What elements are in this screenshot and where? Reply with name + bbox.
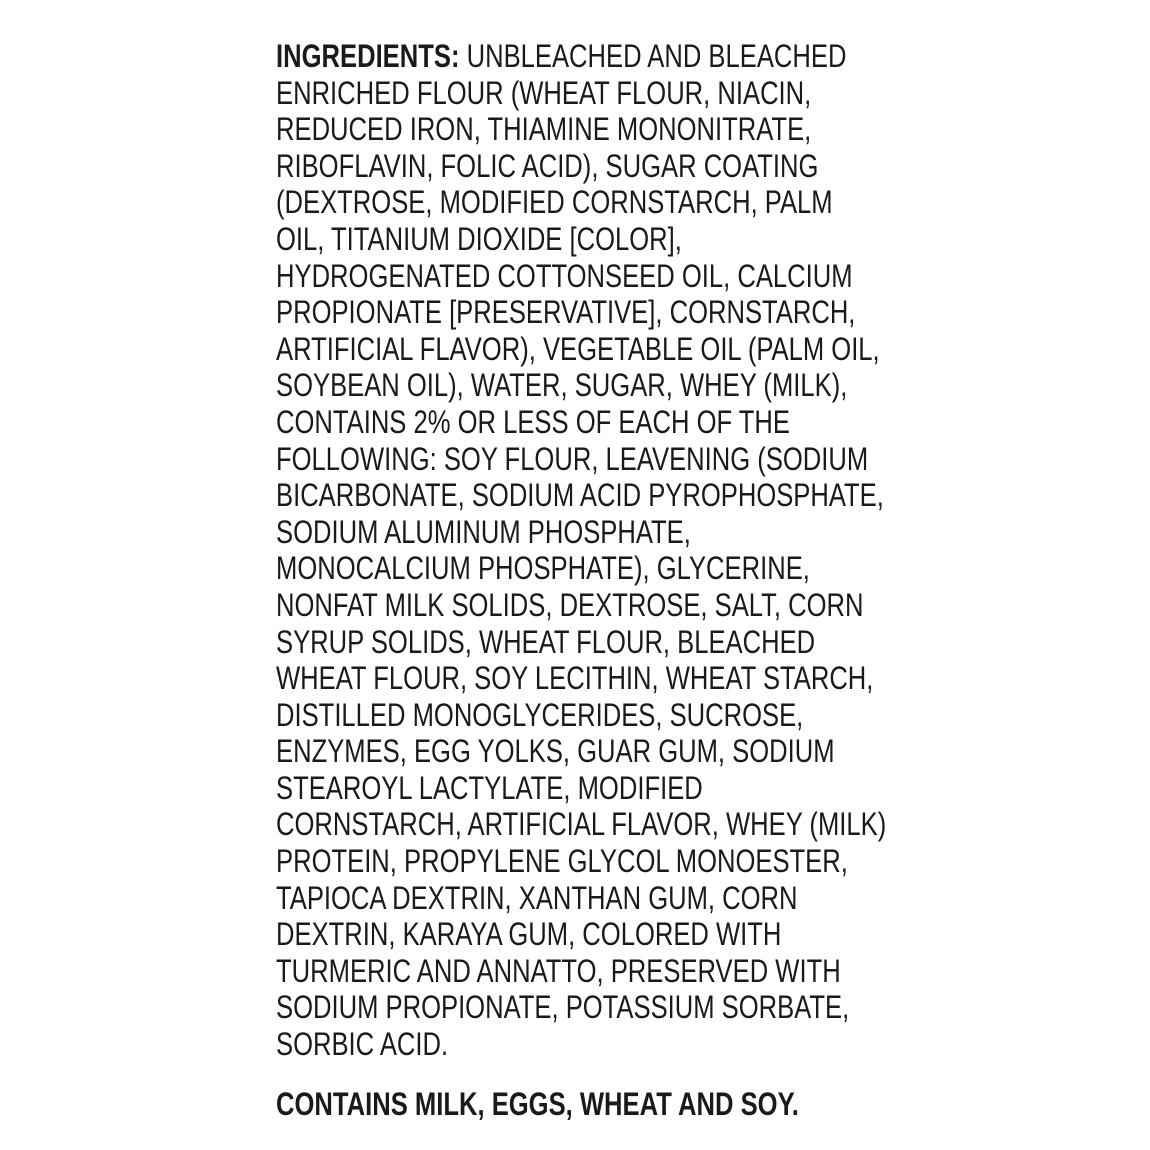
ingredients-line: DEXTRIN, KARAYA GUM, COLORED WITH — [276, 916, 782, 953]
ingredients-line: CORNSTARCH, ARTIFICIAL FLAVOR, WHEY (MILK) — [276, 806, 887, 843]
ingredients-line: (DEXTROSE, MODIFIED CORNSTARCH, PALM — [276, 184, 833, 221]
ingredients-line: TAPIOCA DEXTRIN, XANTHAN GUM, CORN — [276, 879, 798, 916]
ingredients-line: RIBOFLAVIN, FOLIC ACID), SUGAR COATING — [276, 147, 819, 184]
ingredients-line: TURMERIC AND ANNATTO, PRESERVED WITH — [276, 952, 841, 989]
ingredients-line: ENZYMES, EGG YOLKS, GUAR GUM, SODIUM — [276, 733, 835, 770]
ingredients-line: CONTAINS 2% OR LESS OF EACH OF THE — [276, 403, 790, 440]
ingredients-line: SODIUM PROPIONATE, POTASSIUM SORBATE, — [276, 989, 850, 1026]
ingredients-line: PROTEIN, PROPYLENE GLYCOL MONOESTER, — [276, 843, 848, 880]
ingredients-line: HYDROGENATED COTTONSEED OIL, CALCIUM — [276, 257, 853, 294]
ingredients-heading: INGREDIENTS: — [276, 38, 460, 74]
ingredients-line: ENRICHED FLOUR (WHEAT FLOUR, NIACIN, — [276, 74, 812, 111]
ingredients-line: SODIUM ALUMINUM PHOSPHATE, — [276, 513, 691, 550]
ingredients-line: FOLLOWING: SOY FLOUR, LEAVENING (SODIUM — [276, 440, 869, 477]
ingredients-line: STEAROYL LACTYLATE, MODIFIED — [276, 769, 703, 806]
ingredients-line: REDUCED IRON, THIAMINE MONONITRATE, — [276, 111, 812, 148]
ingredients-first-line-text: UNBLEACHED AND BLEACHED — [459, 38, 847, 74]
ingredients-line: WHEAT FLOUR, SOY LECITHIN, WHEAT STARCH, — [276, 660, 874, 697]
ingredients-line: BICARBONATE, SODIUM ACID PYROPHOSPHATE, — [276, 477, 884, 514]
ingredients-line: OIL, TITANIUM DIOXIDE [COLOR], — [276, 220, 682, 257]
ingredients-line-1 — [276, 38, 847, 75]
ingredients-line: SYRUP SOLIDS, WHEAT FLOUR, BLEACHED — [276, 623, 816, 660]
ingredients-line: PROPIONATE [PRESERVATIVE], CORNSTARCH, — [276, 294, 856, 331]
allergen-statement: CONTAINS MILK, EGGS, WHEAT AND SOY. — [276, 1086, 799, 1122]
ingredients-line: MONOCALCIUM PHOSPHATE), GLYCERINE, — [276, 550, 810, 587]
ingredients-line: SOYBEAN OIL), WATER, SUGAR, WHEY (MILK), — [276, 367, 848, 404]
ingredients-line: SORBIC ACID. — [276, 1026, 449, 1063]
ingredients-line: NONFAT MILK SOLIDS, DEXTROSE, SALT, CORN — [276, 586, 864, 623]
ingredients-line: ARTIFICIAL FLAVOR), VEGETABLE OIL (PALM OIL, — [276, 330, 880, 367]
ingredients-block — [276, 38, 887, 1063]
ingredients-line: DISTILLED MONOGLYCERIDES, SUCROSE, — [276, 696, 804, 733]
